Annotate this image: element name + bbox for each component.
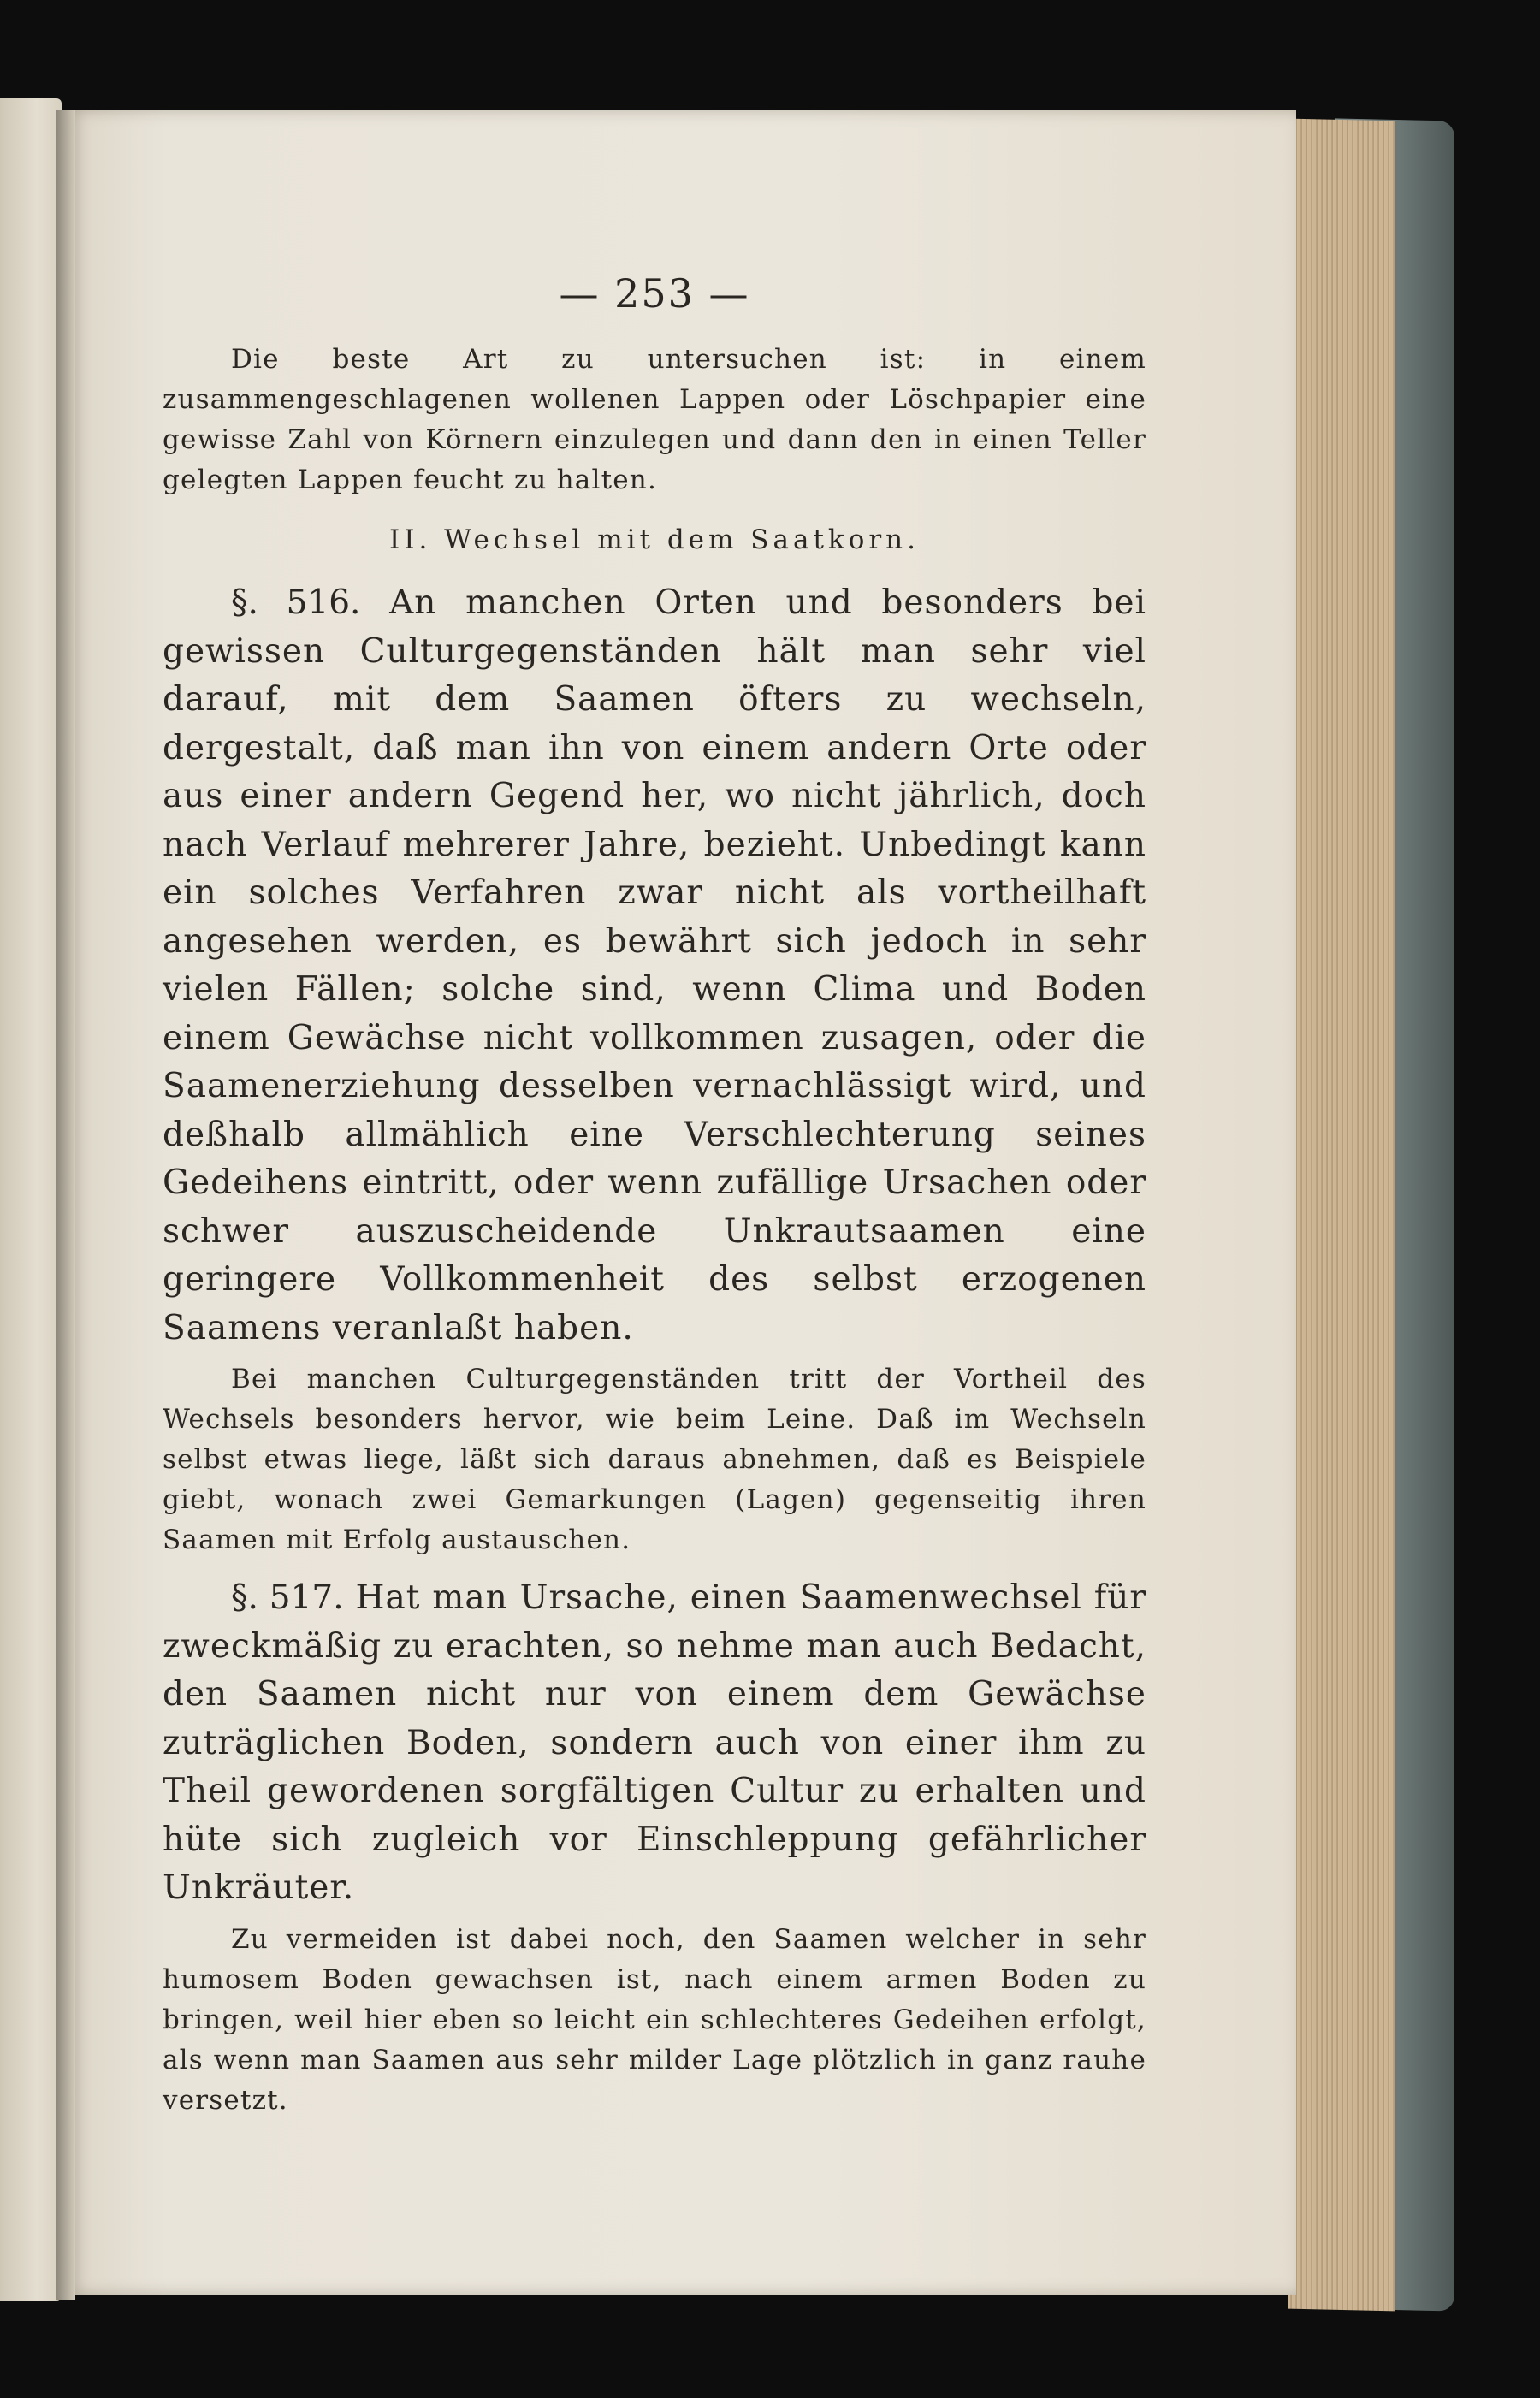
section-heading: II. Wechsel mit dem Saatkorn.	[388, 524, 921, 555]
section-label-516: §. 516.	[231, 583, 361, 622]
book-page	[68, 110, 1296, 2295]
page-gutter	[56, 110, 75, 2300]
page-text	[163, 268, 1146, 2121]
note-517: Zu vermeiden ist dabei noch, den Saamen welcher in sehr humosem Boden gewachsen ist, nach einem armen Boden zu bringen, weil hier eben so leicht ein schlechteres Gedeihen erfolgt, als wenn man Saamen aus sehr milder Lage plötzlich in ganz rauhe versetzt.	[163, 1923, 1146, 2116]
page-number: — 253 —	[559, 270, 750, 317]
page-edges	[1288, 119, 1395, 2312]
paragraph-516	[163, 579, 1146, 1353]
left-page-edge	[0, 98, 62, 2301]
section-label-517: §. 517.	[231, 1578, 344, 1617]
paragraph-516-text: An manchen Orten und besonders bei gewissen Culturgegenständen hält man sehr viel darauf, mit dem Saamen öfters zu wechseln, dergestalt, daß man ihn von einem andern Orte oder aus einer andern Gegend her, wo nicht jährlich, doch nach Verlauf mehrerer Jahre, bezieht. Unbedingt kann ein solches Verfahren zwar nicht als vortheilhaft angesehen werden, es bewährt sich jedoch in sehr vielen Fällen; solche sind, wenn Clima und Boden einem Gewächse nicht vollkommen zusagen, oder die Saamenerziehung desselben vernachlässigt wird, und deßhalb allmählich eine Verschlechterung seines Gedeihens eintritt, oder wenn zufällige Ursachen oder schwer auszuscheidende Unkrautsaamen eine geringere Vollkommenheit des selbst erzogenen Saamens veranlaßt haben.	[163, 583, 1146, 1347]
note-516: Bei manchen Culturgegenständen tritt der Vortheil des Wechsels besonders hervor, wie beim Leine. Daß im Wechseln selbst etwas liege, läßt sich daraus abnehmen, daß es Beispiele giebt, wonach zwei Gemarkungen (Lagen) gegenseitig ihren Saamen mit Erfolg austauschen.	[163, 1364, 1146, 1555]
paragraph-517	[163, 1574, 1146, 1913]
intro-note: Die beste Art zu untersuchen ist: in einem zusammengeschlagenen wollenen Lappen oder Löschpapier eine gewisse Zahl von Körnern einzulegen und dann den in einen Teller gelegten Lappen feucht zu halten.	[163, 344, 1146, 495]
paragraph-517-text: Hat man Ursache, einen Saamenwechsel für zweckmäßig zu erachten, so nehme man auch Bedacht, den Saamen nicht nur von einem dem Gewächse zuträglichen Boden, sondern auch von einer ihm zu Theil gewordenen sorgfältigen Cultur zu erhalten und hüte sich zugleich vor Einschleppung gefährlicher Unkräuter.	[163, 1578, 1146, 1907]
